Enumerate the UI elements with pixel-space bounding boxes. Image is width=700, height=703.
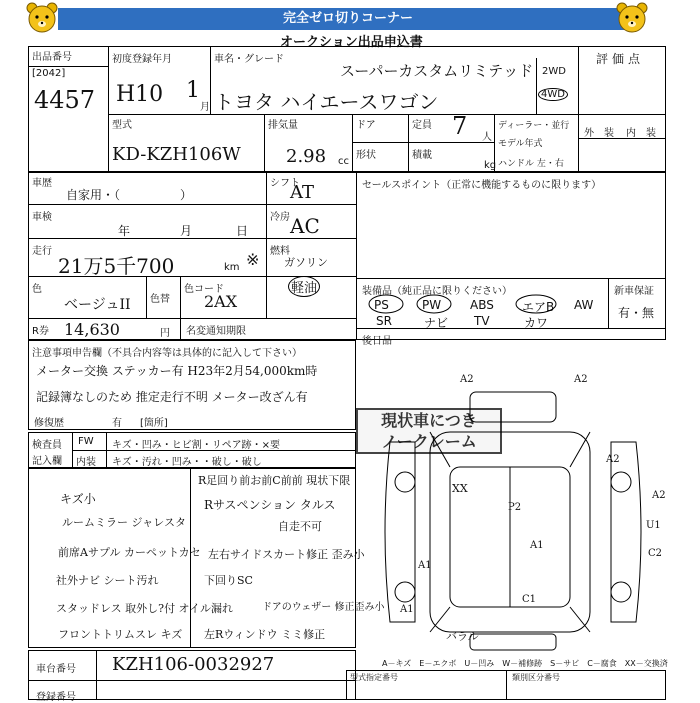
score-in-label: 内: [626, 128, 636, 139]
mileage-label: 走行: [32, 246, 52, 257]
stamp-line1: 現状車につき: [381, 411, 477, 430]
diagram-mark-1: A2: [574, 374, 588, 385]
diagram-mark-5: C1: [522, 594, 537, 605]
remark-0: R足回り前お前C前前 現状下限: [198, 474, 351, 487]
diagram-mark-2: A2: [652, 490, 666, 501]
notes-line1: メーター交換 ステッカー有 H23年2月54,000km時: [36, 364, 318, 378]
remark-1: Rサスペンション タルス: [204, 498, 336, 512]
stamp-line2: ノークレーム: [381, 432, 477, 451]
inspector-input-label: 記入欄: [32, 456, 62, 467]
reg-month: 1: [186, 78, 200, 103]
sales-point-label: セールスポイント（正常に機能するものに限ります）: [362, 180, 602, 191]
ac-value: AC: [290, 214, 320, 238]
diagram-mark-9: XX: [452, 482, 468, 495]
mileage-value: 21万5千700: [58, 254, 175, 278]
equipment-row2-1: ナビ: [424, 316, 449, 330]
load-label: 積載: [412, 150, 432, 161]
recycle-unit: 円: [160, 328, 170, 339]
repair-value: 有: [112, 418, 122, 429]
color-tone-label: 色替: [150, 294, 170, 305]
reg-note2: 類別区分番号: [512, 673, 560, 682]
recycle-label: R券: [32, 326, 49, 337]
score-eq-label: 装: [646, 128, 656, 139]
remark-9: スタッドレス 取外し?付 オイル漏れ: [56, 602, 234, 615]
reg-label: 初度登録年月: [112, 54, 172, 65]
inspector-row1: キズ・凹み・ヒビ割・リペア跡・×要: [112, 440, 280, 451]
score-int-label: 装: [604, 128, 614, 139]
remark-8: 下回りSC: [204, 574, 253, 587]
color-value: ベージュII: [64, 297, 131, 313]
recycle-value: 14,630: [64, 320, 120, 339]
reg-number-label: 登録番号: [36, 692, 76, 703]
doors-label: ドア: [356, 120, 376, 131]
notes-label: 注意事項申告欄（不具合内容等は具体的に記入して下さい）: [32, 348, 302, 359]
shift-label: シフト: [270, 178, 300, 189]
inspector-exterior: 内装: [76, 457, 96, 468]
model-year-label: モデル年式: [498, 139, 543, 149]
equipment-row1-1: PW: [422, 298, 442, 312]
diagram-mark-8: U1: [646, 520, 661, 531]
mileage-unit: km: [224, 262, 240, 273]
fuel-label: 燃料: [270, 246, 290, 257]
equipment-label: 装備品（純正品に限りください）: [362, 286, 512, 297]
inspection-year: 年: [118, 224, 131, 238]
remark-6: 左右サイドスカート修正 歪み小: [208, 548, 365, 561]
equipment-row1-2: ABS: [470, 298, 494, 312]
car-grade: スーパーカスタムリミテッド: [340, 62, 534, 80]
score-label: 評価点: [596, 52, 645, 66]
shape-label: 形状: [356, 150, 376, 161]
equipment-row2-3: カワ: [524, 316, 549, 330]
equipment-row2-0: SR: [376, 314, 392, 328]
fuel-value: ガソリン: [284, 256, 328, 269]
ac-label: 冷房: [270, 212, 290, 223]
inspection-label: 車検: [32, 212, 52, 223]
model-label: 型式: [112, 120, 132, 131]
color-label: 色: [32, 284, 42, 295]
lot-number: 4457: [34, 86, 96, 114]
equipment-row2-2: TV: [474, 314, 490, 328]
diagram-mark-11: A1: [400, 604, 414, 615]
reg-year: H10: [116, 82, 164, 107]
lot-label: 出品番号: [32, 52, 72, 63]
inspection-month: 月: [180, 224, 193, 238]
section-banner: 完全ゼロ切りコーナー: [58, 8, 638, 30]
remark-12: 左Rウィンドウ ミミ修正: [204, 628, 326, 641]
bear-icon-left: [24, 2, 60, 36]
equipment-row1-0: PS: [374, 298, 389, 312]
fuel-value2: 軽油: [288, 276, 320, 297]
equipment-row1-4: AW: [574, 298, 594, 312]
mileage-mark: ※: [246, 250, 260, 269]
lot-sub: [2042]: [32, 68, 66, 79]
drive-2wd: 2WD: [542, 66, 566, 77]
car-label: 車名・グレード: [214, 54, 284, 65]
equipment-row1-3: エアB: [522, 300, 555, 314]
reg-unit: 月: [200, 102, 210, 113]
diagram-mark-4: A1: [530, 540, 544, 551]
diagram-mark-10: A1: [418, 560, 432, 571]
remark-7: 社外ナビ シート汚れ: [56, 574, 159, 587]
inspection-day: 日: [236, 224, 249, 238]
repair-label: 修復歴: [34, 418, 64, 429]
color-code-label: 色コード: [184, 284, 224, 295]
diagram-mark-0: A2: [460, 374, 474, 385]
rear-seat-label: 後日品: [362, 336, 392, 347]
remark-2: 自走不可: [278, 520, 322, 533]
inspector-label: 検査員: [32, 440, 62, 451]
diagram-mark-3: P2: [508, 502, 522, 513]
handle-label: ハンドル 左・右: [498, 159, 564, 169]
warranty-label: 新車保証: [614, 286, 654, 297]
name-change-label: 名変通知期限: [186, 326, 246, 337]
displacement-label: 排気量: [268, 120, 298, 131]
shift-value: AT: [290, 182, 315, 203]
inspector-fw: FW: [78, 436, 94, 447]
diagram-mark-7: C2: [648, 548, 663, 559]
drive-4wd: 4WD: [538, 88, 568, 101]
remark-3: キズ小: [60, 492, 96, 506]
inspector-row2: キズ・汚れ・凹み・・破し・破し: [112, 457, 262, 468]
displacement-unit: cc: [338, 156, 349, 167]
usage-value: 自家用・（ ）: [66, 188, 193, 202]
usage-label: 車歴: [32, 178, 52, 189]
equipment-circles: [366, 292, 566, 316]
car-name: トヨタ ハイエースワゴン: [214, 90, 439, 114]
capacity-value: 7: [452, 112, 468, 140]
diagram-legend: A－キズ E－エクボ U－凹み W－補修跡 S－サビ C－腐食 XX－交換済: [382, 659, 668, 668]
chassis-label: 車台番号: [36, 664, 76, 675]
warranty-value: 有・無: [618, 306, 655, 320]
color-code: 2AX: [204, 292, 238, 311]
displacement-value: 2.98: [286, 146, 327, 167]
bear-icon-right: [614, 2, 650, 36]
remark-11: フロントトリムスレ キズ: [58, 628, 183, 641]
chassis-value: KZH106-0032927: [112, 654, 275, 675]
capacity-unit: 人: [482, 132, 492, 143]
reg-note1: 型式指定番号: [350, 673, 398, 682]
remark-4: ルームミラー ジャレスタ: [62, 516, 186, 529]
diagram-label-0: バラル: [446, 630, 479, 643]
remark-10: ドアのウェザー 修正歪み小: [262, 602, 385, 613]
remark-5: 前席Aサプル カーペットカセ: [58, 546, 201, 559]
model-value: KD-KZH106W: [112, 144, 241, 165]
load-unit: kg: [484, 160, 497, 171]
repair-place: [箇所]: [140, 418, 168, 429]
capacity-label: 定員: [412, 120, 432, 131]
notes-line2: 記録簿なしのため 推定走行不明 メーター改ざん有: [36, 390, 308, 404]
header-partial: オークション出品申込書: [280, 35, 423, 50]
score-ext-label: 外: [584, 128, 594, 139]
dealer-label: ディーラー・並行: [498, 121, 570, 131]
diagram-mark-6: A2: [606, 454, 620, 465]
